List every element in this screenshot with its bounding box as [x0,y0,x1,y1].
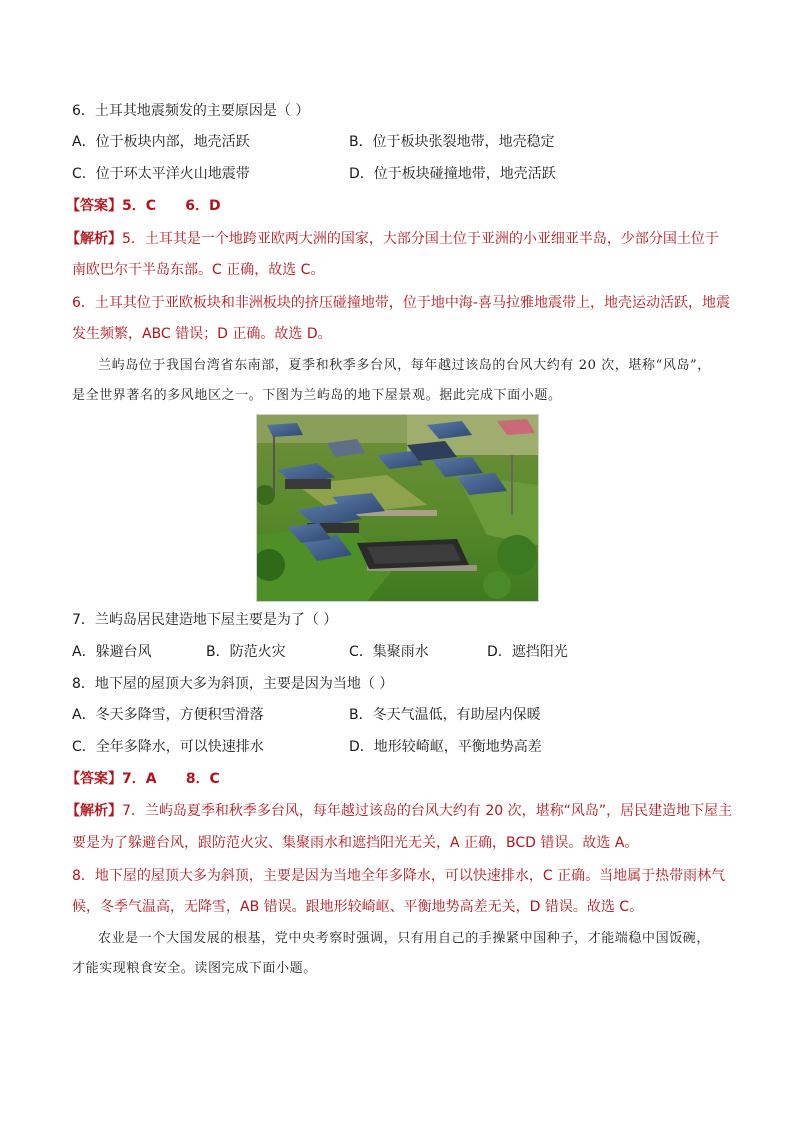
explanation-8-line2: 候，冬季气温高，无降雪，AB 错误。跟地形较崎岖、平衡地势高差无关，D 错误。故选 C。 [72,899,644,915]
explanation-8-line1: 8．地下屋的屋顶大多为斜顶，主要是因为当地全年多降水，可以快速排水，C 正确。当地属于热带雨林气 [72,868,726,884]
answer-text: 7．A 8．C [122,771,220,787]
q6-option-a: A．位于板块内部，地壳活跃 [72,134,250,150]
explanation-text: 7．兰屿岛夏季和秋季多台风，每年越过该岛的台风大约有 20 次，堪称“风岛”，居民建造地下屋主 [122,803,733,819]
answer-tag: 【答案】 [66,198,122,214]
intro-agriculture-line1: 农业是一个大国发展的根基，党中央考察时强调，只有用自己的手操紧中国种子，才能端稳中国饭碗， [98,931,711,946]
q6-option-d: D．位于板块碰撞地带，地壳活跃 [349,166,556,182]
q8-stem: 8．地下屋的屋顶大多为斜顶，主要是因为当地（ ） [72,676,394,692]
explanation-tag: 【解析】 [66,231,122,247]
q8-option-a: A．冬天多降雪，方便积雪滑落 [72,707,264,723]
lanyu-underground-house-photo [256,414,539,602]
q8-option-c: C．全年多降水，可以快速排水 [72,739,264,755]
answer-tag: 【答案】 [66,771,122,787]
answer-7-8 [66,769,220,789]
intro-agriculture-line2: 才能实现粮食安全。读图完成下面小题。 [72,961,317,976]
q6-option-b: B．位于板块张裂地带，地壳稳定 [349,134,555,150]
q7-option-d: D．遮挡阳光 [487,644,568,660]
q7-option-c: C．集聚雨水 [349,644,429,660]
explanation-tag: 【解析】 [66,803,122,819]
q6-option-c: C．位于环太平洋火山地震带 [72,166,250,182]
q7-option-b: B．防范火灾 [206,644,286,660]
intro-lanyu-line2: 是全世界著名的多风地区之一。下图为兰屿岛的地下屋景观。据此完成下面小题。 [72,388,562,403]
explanation-6-line2: 发生频繁，ABC 错误；D 正确。故选 D。 [72,326,332,342]
explanation-5-line1 [66,229,719,249]
q6-stem: 6．土耳其地震频发的主要原因是（ ） [72,103,310,119]
explanation-5-line2: 南欧巴尔干半岛东部。C 正确，故选 C。 [72,262,325,278]
q8-option-b: B．冬天气温低，有助屋内保暖 [349,707,541,723]
explanation-7-line1 [66,801,732,821]
answer-text: 5．C 6．D [122,198,221,214]
q7-option-a: A．躲避台风 [72,644,152,660]
explanation-text: 5．土耳其是一个地跨亚欧两大洲的国家，大部分国土位于亚洲的小亚细亚半岛，少部分国土位于 [122,231,719,247]
explanation-7-line2: 要是为了躲避台风，跟防范火灾、集聚雨水和遮挡阳光无关，A 正确，BCD 错误。故选 A。 [72,835,639,851]
explanation-6-line1: 6．土耳其位于亚欧板块和非洲板块的挤压碰撞地带，位于地中海-喜马拉雅地震带上，地壳运动活跃，地震 [72,295,730,311]
intro-lanyu-line1: 兰屿岛位于我国台湾省东南部，夏季和秋季多台风，每年越过该岛的台风大约有 20 次，堪称“风岛”， [98,358,711,373]
answer-5-6 [66,196,221,216]
q8-option-d: D．地形较崎岖，平衡地势高差 [349,739,542,755]
q7-stem: 7．兰屿岛居民建造地下屋主要是为了（ ） [72,612,338,628]
